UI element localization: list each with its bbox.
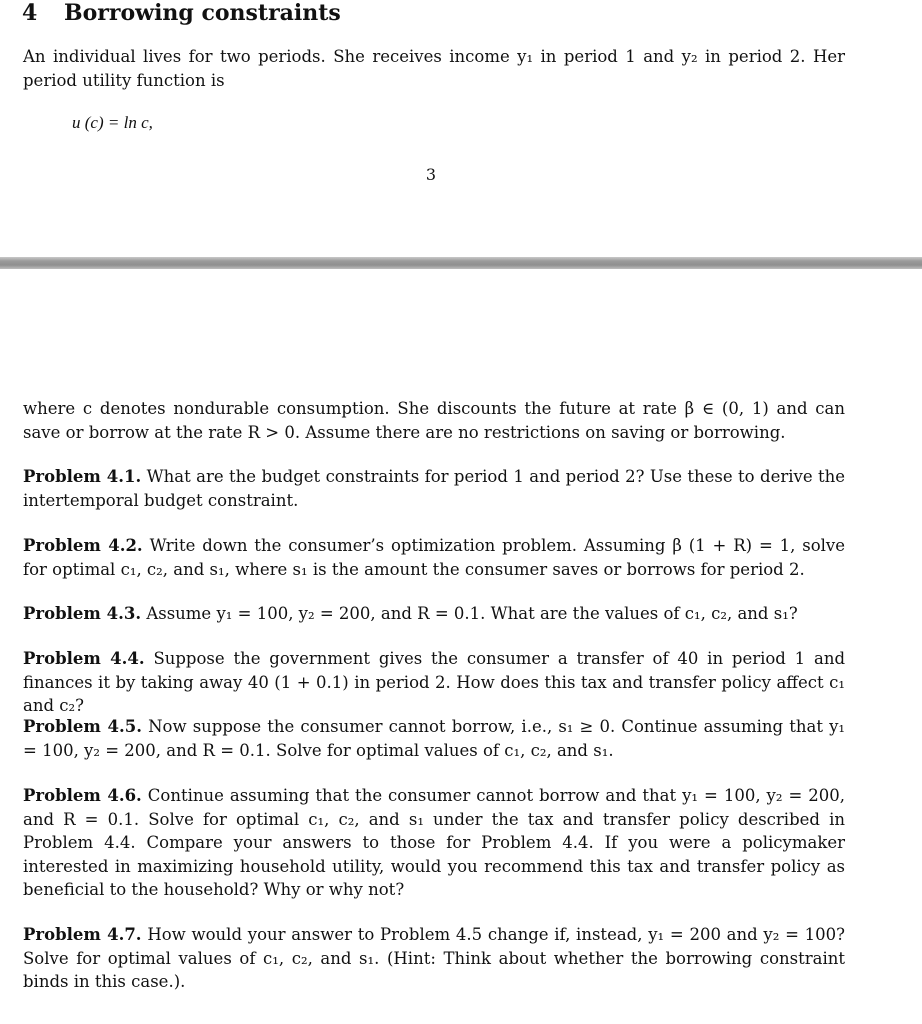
utility-equation: u (c) = ln c, <box>72 113 153 132</box>
intro-paragraph: An individual lives for two periods. She receives income y₁ in period 1 and y₂ in period 2. Her period utility function is <box>23 47 845 90</box>
page-bottom <box>0 270 922 1024</box>
continuation-paragraph: where c denotes nondurable consumption. She discounts the future at rate β ∈ (0, 1) and can save or borrow at the rate R > 0. Assume there are no restrictions on saving or borrowing. <box>23 399 845 442</box>
page-top <box>0 0 922 258</box>
problem-4-6 <box>23 784 845 902</box>
problem-label: Problem 4.6. <box>23 786 142 805</box>
problem-4-1 <box>23 465 845 512</box>
problem-4-4 <box>23 647 845 718</box>
problem-text: Continue assuming that the consumer cannot borrow and that y₁ = 100, y₂ = 200, and R = 0.1. Solve for optimal c₁, c₂, and s₁ under the tax and transfer policy described in Problem 4.4. Compare your answers to those for Problem 4.4. If you were a policymaker interested in maximizing household utility, would you recommend this tax and transfer policy as beneficial to the household? Why or why not? <box>23 786 846 899</box>
problem-text: How would your answer to Problem 4.5 change if, instead, y₁ = 200 and y₂ = 100? Solve for optimal values of c₁, c₂, and s₁. (Hint: Think about whether the borrowing constraint binds in this case.). <box>23 925 846 991</box>
problem-4-5 <box>23 715 845 762</box>
problem-label: Problem 4.3. <box>23 604 142 623</box>
problem-label: Problem 4.1. <box>23 467 142 486</box>
problem-4-2 <box>23 534 845 581</box>
page-number: 3 <box>425 165 437 184</box>
problem-4-7 <box>23 923 845 994</box>
problem-text: What are the budget constraints for period 1 and period 2? Use these to derive the intertemporal budget constraint. <box>23 467 846 510</box>
problem-4-3 <box>23 602 845 626</box>
problem-text: Write down the consumer’s optimization problem. Assuming β (1 + R) = 1, solve for optimal c₁, c₂, and s₁, where s₁ is the amount the consumer saves or borrows for period 2. <box>23 536 846 579</box>
problem-label: Problem 4.2. <box>23 536 143 555</box>
problem-label: Problem 4.4. <box>23 649 145 668</box>
section-heading <box>22 0 341 26</box>
problem-text: Assume y₁ = 100, y₂ = 200, and R = 0.1. What are the values of c₁, c₂, and s₁? <box>146 604 798 623</box>
problem-text: Suppose the government gives the consumer a transfer of 40 in period 1 and finances it by taking away 40 (1 + 0.1) in period 2. How does this tax and transfer policy affect c₁ and c₂? <box>23 649 846 715</box>
section-number: 4 <box>22 0 38 26</box>
problem-label: Problem 4.5. <box>23 717 142 736</box>
problem-label: Problem 4.7. <box>23 925 142 944</box>
problem-text: Now suppose the consumer cannot borrow, i.e., s₁ ≥ 0. Continue assuming that y₁ = 100, y₂ = 200, and R = 0.1. Solve for optimal values of c₁, c₂, and s₁. <box>23 717 846 760</box>
section-title: Borrowing constraints <box>64 0 341 26</box>
page-separator <box>0 257 922 269</box>
